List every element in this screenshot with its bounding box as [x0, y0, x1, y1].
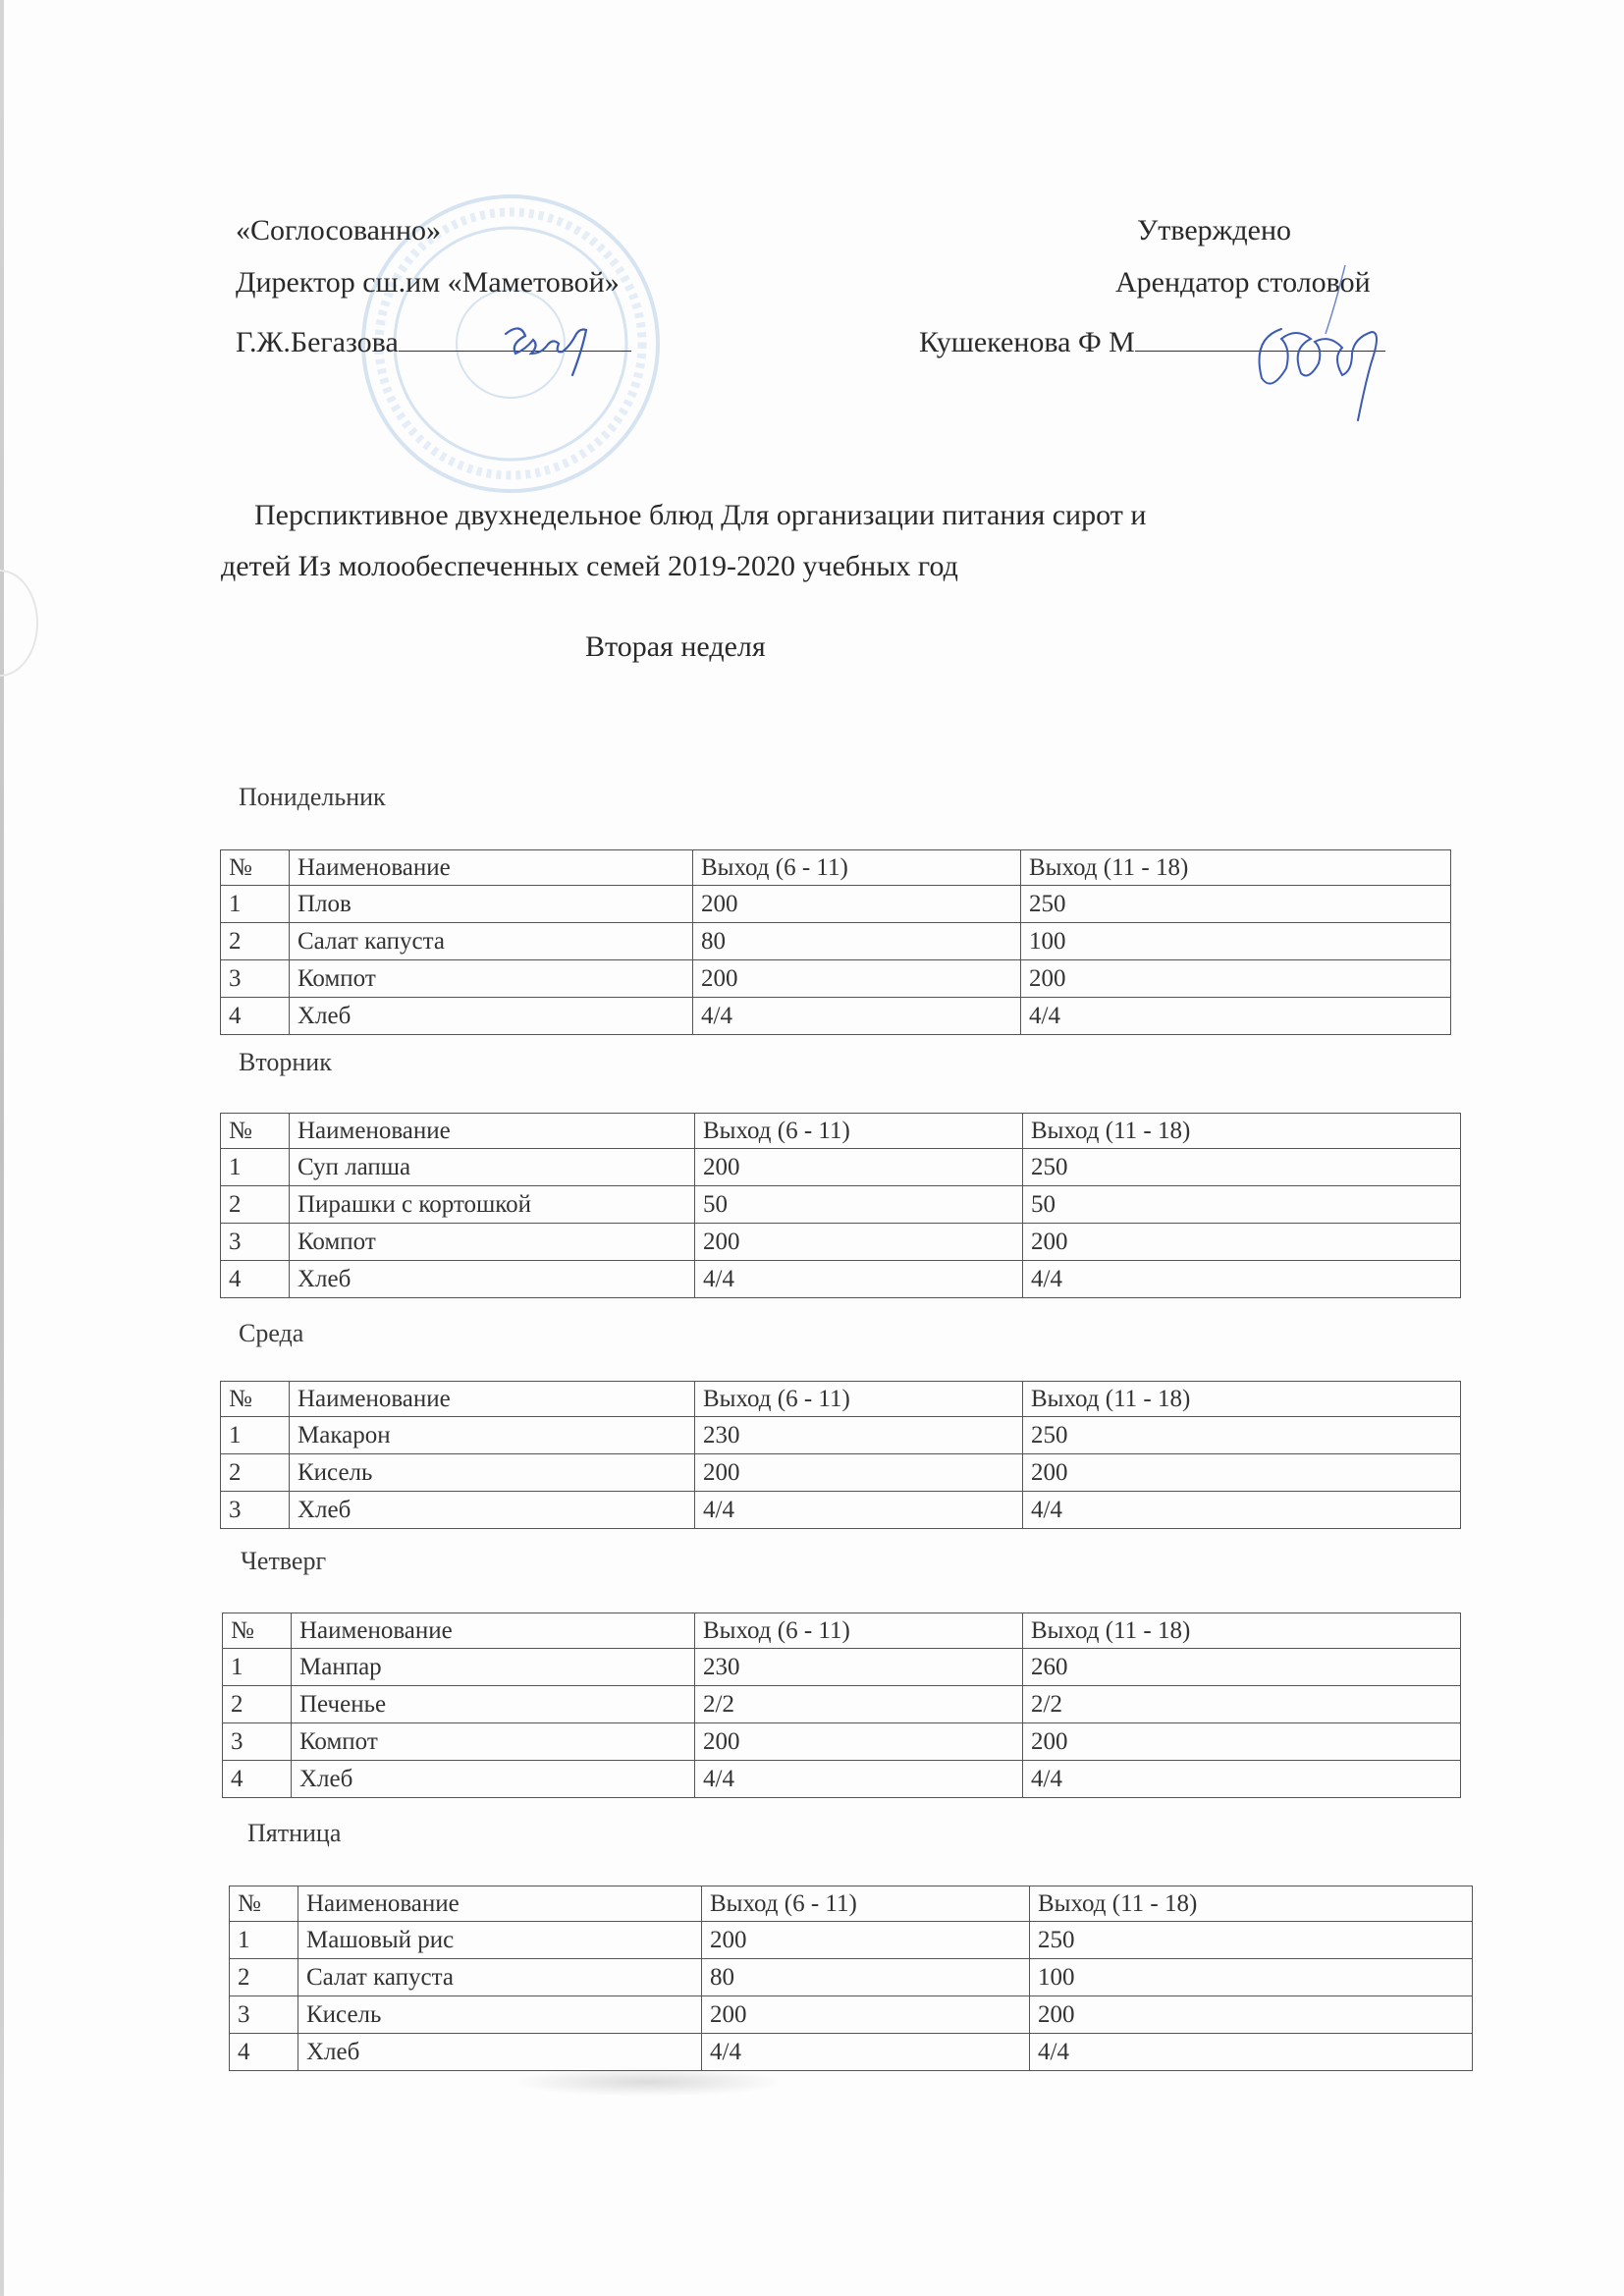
table-row	[230, 1996, 1473, 2034]
dish-name-cell: Хлеб	[290, 1261, 695, 1298]
table-row	[221, 1224, 1461, 1261]
dish-name-cell: Суп лапша	[290, 1149, 695, 1186]
menu-table	[222, 1613, 1461, 1798]
dish-name-cell: Кисель	[290, 1454, 695, 1492]
portion-6-11-cell: 200	[702, 1922, 1030, 1959]
portion-6-11-cell: 200	[702, 1996, 1030, 2034]
number-cell: 4	[221, 1261, 290, 1298]
table-header-row	[221, 850, 1451, 886]
portion-6-11-cell: 200	[693, 960, 1021, 998]
table-row	[221, 1417, 1461, 1454]
table-row	[221, 960, 1451, 998]
column-header: Выход (6 - 11)	[693, 850, 1021, 886]
number-cell: 2	[223, 1686, 292, 1723]
portion-11-18-cell: 200	[1023, 1224, 1461, 1261]
day-heading: Вторник	[239, 1048, 332, 1076]
director-title: Директор сш.им «Маметовой»	[236, 266, 620, 299]
column-header: Выход (6 - 11)	[702, 1886, 1030, 1922]
dish-name-cell: Макарон	[290, 1417, 695, 1454]
lessee-title: Арендатор столовой	[1115, 266, 1371, 299]
portion-6-11-cell: 200	[695, 1149, 1023, 1186]
table-row	[230, 1922, 1473, 1959]
number-cell: 4	[223, 1761, 292, 1798]
dish-name-cell: Салат капуста	[290, 923, 693, 960]
column-header: Наименование	[292, 1613, 695, 1649]
number-cell: 3	[221, 960, 290, 998]
portion-11-18-cell: 250	[1023, 1417, 1461, 1454]
table-header-row	[221, 1382, 1461, 1417]
menu-table	[220, 1381, 1461, 1529]
dish-name-cell: Кисель	[298, 1996, 702, 2034]
table-row	[221, 1454, 1461, 1492]
table-header-row	[230, 1886, 1473, 1922]
portion-11-18-cell: 260	[1023, 1649, 1461, 1686]
table-row	[221, 998, 1451, 1035]
column-header: №	[221, 1382, 290, 1417]
number-cell: 4	[230, 2034, 298, 2071]
portion-6-11-cell: 230	[695, 1649, 1023, 1686]
number-cell: 3	[221, 1224, 290, 1261]
portion-11-18-cell: 4/4	[1023, 1492, 1461, 1529]
portion-11-18-cell: 200	[1023, 1454, 1461, 1492]
portion-6-11-cell: 80	[702, 1959, 1030, 1996]
table-row	[221, 886, 1451, 923]
portion-11-18-cell: 100	[1021, 923, 1451, 960]
portion-11-18-cell: 200	[1023, 1723, 1461, 1761]
table-row	[223, 1761, 1461, 1798]
table-row	[223, 1686, 1461, 1723]
column-header: Выход (11 - 18)	[1023, 1114, 1461, 1149]
portion-11-18-cell: 200	[1030, 1996, 1473, 2034]
column-header: №	[221, 850, 290, 886]
column-header: Выход (11 - 18)	[1030, 1886, 1473, 1922]
scan-hole-mark	[0, 570, 38, 677]
portion-6-11-cell: 4/4	[695, 1492, 1023, 1529]
column-header: Выход (6 - 11)	[695, 1382, 1023, 1417]
dish-name-cell: Манпар	[292, 1649, 695, 1686]
column-header: Выход (6 - 11)	[695, 1613, 1023, 1649]
dish-name-cell: Машовый рис	[298, 1922, 702, 1959]
portion-6-11-cell: 200	[693, 886, 1021, 923]
number-cell: 1	[221, 1417, 290, 1454]
dish-name-cell: Салат капуста	[298, 1959, 702, 1996]
number-cell: 3	[223, 1723, 292, 1761]
document-title-line2: детей Из молообеспеченных семей 2019-2020 учебных год	[221, 550, 958, 582]
week-label: Вторая неделя	[585, 630, 766, 663]
dish-name-cell: Компот	[290, 960, 693, 998]
number-cell: 1	[223, 1649, 292, 1686]
approved-label: Утверждено	[1137, 214, 1292, 246]
column-header: Наименование	[290, 1114, 695, 1149]
portion-6-11-cell: 4/4	[695, 1761, 1023, 1798]
number-cell: 1	[221, 1149, 290, 1186]
column-header: Выход (11 - 18)	[1023, 1613, 1461, 1649]
portion-6-11-cell: 200	[695, 1723, 1023, 1761]
portion-11-18-cell: 200	[1021, 960, 1451, 998]
dish-name-cell: Хлеб	[298, 2034, 702, 2071]
portion-6-11-cell: 4/4	[693, 998, 1021, 1035]
dish-name-cell: Пирашки с кортошкой	[290, 1186, 695, 1224]
portion-11-18-cell: 100	[1030, 1959, 1473, 1996]
table-row	[223, 1723, 1461, 1761]
menu-table	[220, 1113, 1461, 1298]
number-cell: 4	[221, 998, 290, 1035]
column-header: Выход (6 - 11)	[695, 1114, 1023, 1149]
portion-11-18-cell: 250	[1023, 1149, 1461, 1186]
approval-label: «Соглосованно»	[236, 214, 442, 246]
director-signature	[496, 314, 643, 373]
table-row	[221, 1149, 1461, 1186]
scan-smudge	[511, 2067, 785, 2097]
table-row	[221, 1261, 1461, 1298]
dish-name-cell: Компот	[290, 1224, 695, 1261]
table-row	[221, 1186, 1461, 1224]
portion-6-11-cell: 2/2	[695, 1686, 1023, 1723]
scan-left-edge	[0, 0, 4, 2296]
table-row	[230, 1959, 1473, 1996]
menu-table	[229, 1886, 1473, 2071]
dish-name-cell: Печенье	[292, 1686, 695, 1723]
lessee-name: Кушекенова Ф М	[919, 326, 1135, 358]
number-cell: 2	[221, 923, 290, 960]
portion-6-11-cell: 200	[695, 1454, 1023, 1492]
portion-6-11-cell: 50	[695, 1186, 1023, 1224]
table-row	[230, 2034, 1473, 2071]
dish-name-cell: Хлеб	[290, 1492, 695, 1529]
column-header: №	[230, 1886, 298, 1922]
number-cell: 2	[221, 1186, 290, 1224]
dish-name-cell: Плов	[290, 886, 693, 923]
column-header: Выход (11 - 18)	[1021, 850, 1451, 886]
portion-11-18-cell: 250	[1030, 1922, 1473, 1959]
document-title-line1: Перспиктивное двухнедельное блюд Для организации питания сирот и	[254, 499, 1147, 531]
number-cell: 2	[221, 1454, 290, 1492]
table-header-row	[223, 1613, 1461, 1649]
number-cell: 1	[230, 1922, 298, 1959]
portion-6-11-cell: 230	[695, 1417, 1023, 1454]
day-heading: Четверг	[241, 1547, 327, 1575]
day-heading: Пятница	[247, 1819, 342, 1847]
portion-11-18-cell: 4/4	[1030, 2034, 1473, 2071]
menu-table	[220, 849, 1451, 1035]
day-heading: Среда	[239, 1319, 304, 1347]
column-header: Наименование	[290, 850, 693, 886]
portion-11-18-cell: 4/4	[1023, 1761, 1461, 1798]
table-row	[221, 923, 1451, 960]
portion-11-18-cell: 50	[1023, 1186, 1461, 1224]
portion-6-11-cell: 200	[695, 1224, 1023, 1261]
table-row	[221, 1492, 1461, 1529]
director-name: Г.Ж.Бегазова	[236, 326, 399, 358]
column-header: Выход (11 - 18)	[1023, 1382, 1461, 1417]
number-cell: 2	[230, 1959, 298, 1996]
portion-11-18-cell: 250	[1021, 886, 1451, 923]
column-header: №	[221, 1114, 290, 1149]
portion-6-11-cell: 4/4	[695, 1261, 1023, 1298]
number-cell: 3	[230, 1996, 298, 2034]
number-cell: 1	[221, 886, 290, 923]
portion-11-18-cell: 2/2	[1023, 1686, 1461, 1723]
dish-name-cell: Хлеб	[292, 1761, 695, 1798]
table-header-row	[221, 1114, 1461, 1149]
day-heading: Понидельник	[239, 783, 386, 811]
dish-name-cell: Компот	[292, 1723, 695, 1761]
lessee-signature	[1237, 260, 1414, 408]
table-row	[223, 1649, 1461, 1686]
portion-11-18-cell: 4/4	[1021, 998, 1451, 1035]
portion-6-11-cell: 80	[693, 923, 1021, 960]
column-header: №	[223, 1613, 292, 1649]
portion-11-18-cell: 4/4	[1023, 1261, 1461, 1298]
number-cell: 3	[221, 1492, 290, 1529]
column-header: Наименование	[290, 1382, 695, 1417]
portion-6-11-cell: 4/4	[702, 2034, 1030, 2071]
column-header: Наименование	[298, 1886, 702, 1922]
dish-name-cell: Хлеб	[290, 998, 693, 1035]
